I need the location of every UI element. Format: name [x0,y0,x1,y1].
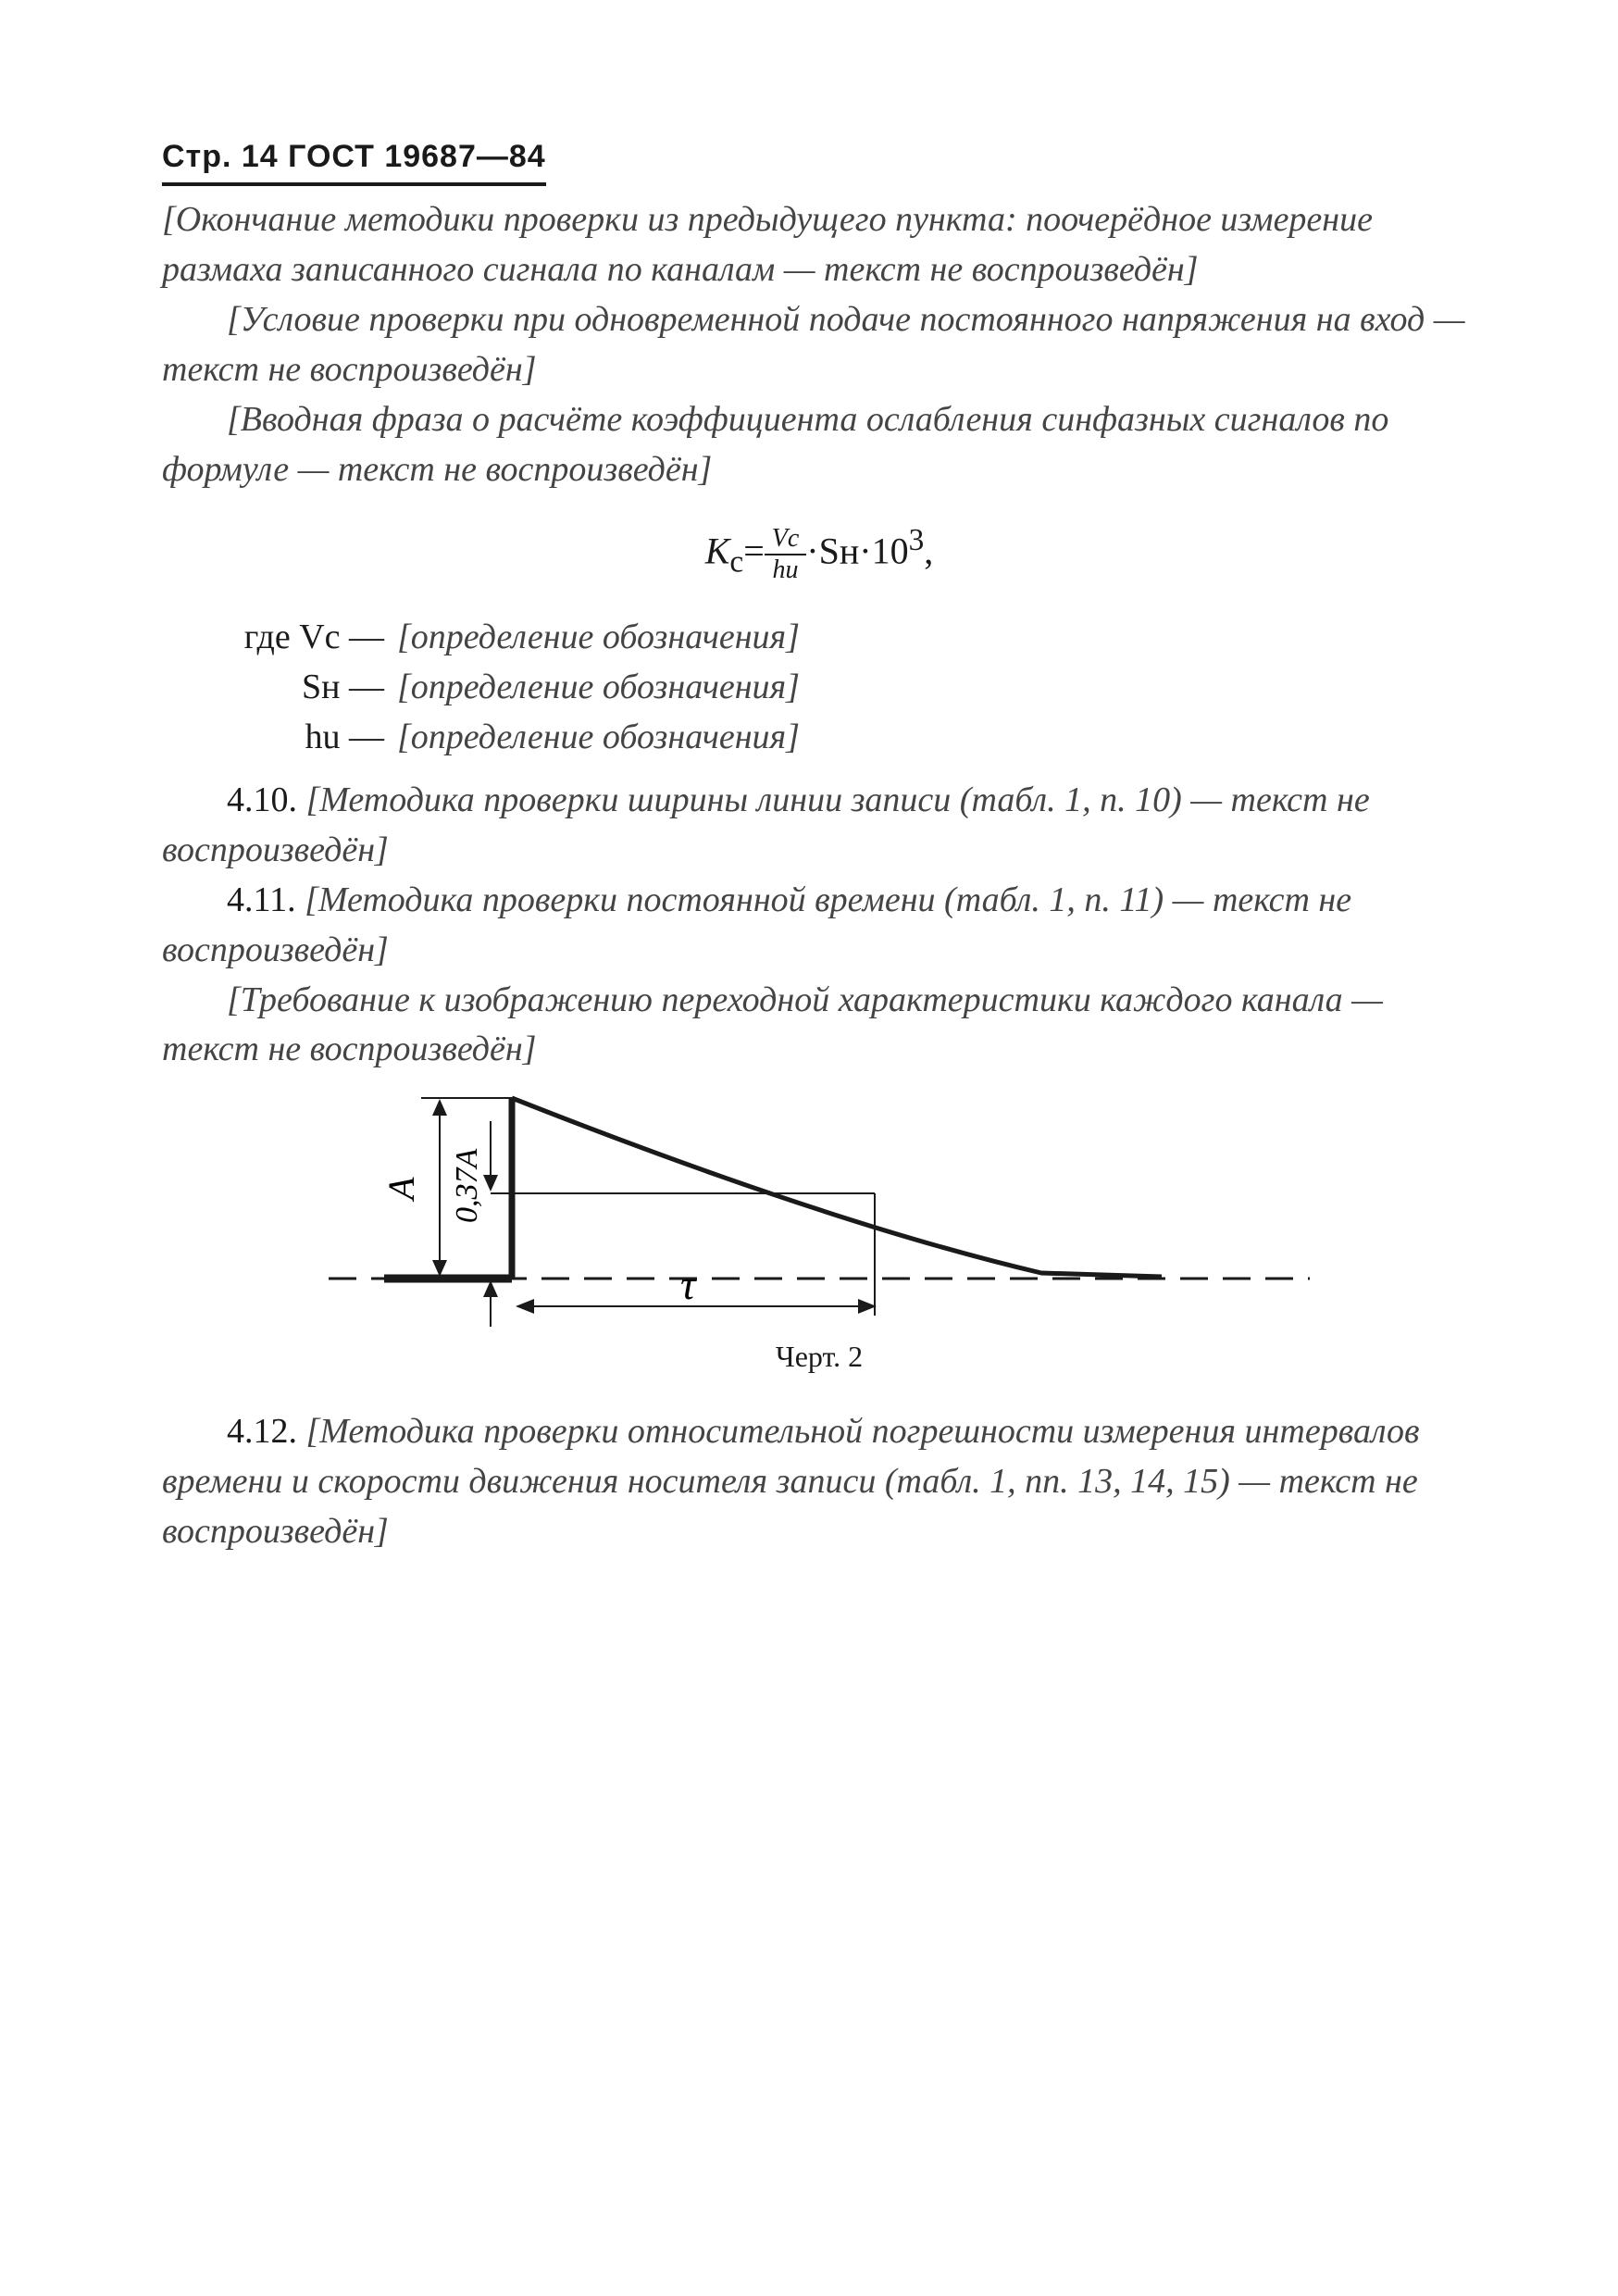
section-4-10-text: [Методика проверки ширины линии записи (табл. 1, п. 10) — текст не воспроизведён] [162,780,1370,869]
definition-row [162,663,1476,713]
paragraph-check: [Условие проверки при одновременной подаче постоянного напряжения на вход — текст не воспроизведён] [162,299,1465,389]
section-4-10 [162,776,1476,876]
formula [162,523,1476,585]
figure-caption: Черт. 2 [775,1340,864,1374]
paragraph-intro: [Окончание методики проверки из предыдущего пункта: поочерёдное измерение размаха записанного сигнала по каналам — текст не воспроизведён] [162,200,1374,289]
section-4-11 [162,876,1476,1076]
definition-text: [определение обозначения] [397,617,800,656]
definition-symbol: Sн — [302,667,384,706]
definition-row [162,613,1476,663]
dim-037-arrow-bottom [483,1280,498,1297]
definition-symbol: где Vс — [243,617,384,656]
section-4-11-text: [Методика проверки постоянной времени (табл. 1, п. 11) — текст не воспроизведён] [162,880,1352,969]
section-number-4-12: 4.12. [227,1412,297,1452]
figure-2-diagram [329,1084,1310,1334]
definition-symbol: hu — [305,717,384,756]
section-number-4-10: 4.10. [227,780,297,819]
section-4-11-text-b: [Требование к изображению переходной характеристики каждого канала — текст не воспроизведён] [162,980,1383,1069]
formula-tail: , [924,530,934,572]
paragraph-coefficient: [Вводная фраза о расчёте коэффициента ослабления синфазных сигналов по формуле — текст не воспроизведён] [162,399,1389,489]
label-037A: 0,37A [450,1149,484,1224]
definition-row [162,713,1476,763]
formula-lhs-sub: с [729,544,744,580]
formula-lhs: K [704,530,730,572]
definition-text: [определение обозначения] [397,667,800,706]
formula-numerator: Vс [765,524,807,555]
definition-text: [определение обозначения] [397,717,800,756]
section-4-12-text: [Методика проверки относительной погрешности измерения интервалов времени и скорости движения носителя записи (табл. 1, пп. 13, 14, 15) — текст не воспроизведён] [162,1412,1420,1552]
page [162,139,1476,1557]
definitions [162,613,1476,763]
formula-rest: ·Sн·10 [806,530,909,572]
formula-denominator: hu [772,555,799,584]
label-A: A [380,1178,422,1201]
formula-fraction [765,524,807,585]
section-number-4-11: 4.11. [227,880,296,919]
formula-power: 3 [908,522,925,557]
decay-curve [512,1098,1162,1277]
body-intro [162,195,1476,495]
label-tau: τ [680,1261,696,1309]
page-header: Стр. 14 ГОСТ 19687—84 [162,139,546,186]
section-4-12 [162,1407,1476,1557]
dim-037-arrow-top [483,1175,498,1192]
formula-eq: = [743,530,765,572]
